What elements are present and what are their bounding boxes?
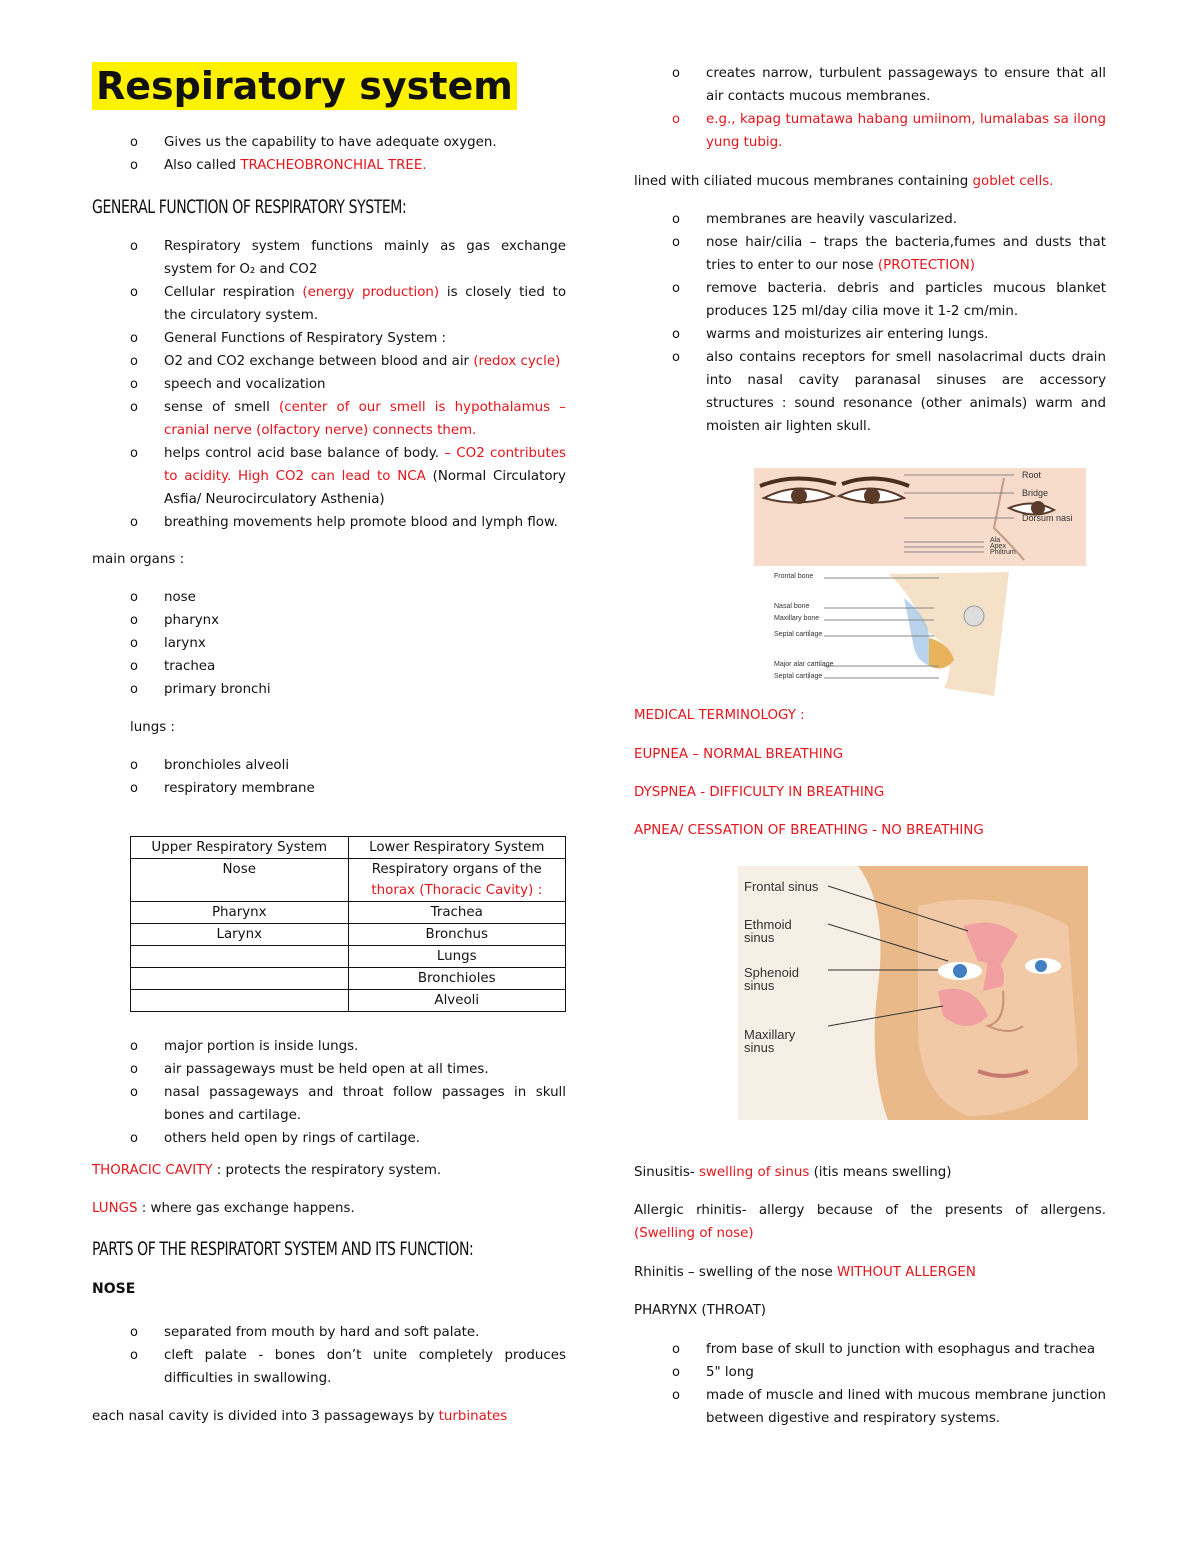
- list-item: o cleft palate - bones don’t unite completely produces difficulties in swallowing.: [92, 1344, 566, 1390]
- sinus-label-frontal: Frontal sinus: [744, 879, 819, 894]
- diagram-label: Philtrum: [990, 549, 1016, 556]
- list-item: o speech and vocalization: [92, 373, 566, 396]
- term-dyspnea: DYSPNEA - DIFFICULTY IN BREATHING: [634, 785, 885, 800]
- diagram-label: Dorsum nasi: [1022, 513, 1073, 523]
- general-function-list: [92, 235, 566, 534]
- diagram-label: Maxillary bone: [774, 615, 820, 622]
- sinus-label-maxillary: Maxillary sinus: [744, 1027, 796, 1055]
- main-organs-heading: main organs :: [92, 552, 185, 567]
- list-item: o membranes are heavily vascularized.: [634, 208, 1106, 231]
- nose-list: [92, 1321, 566, 1390]
- membranes-list: [634, 208, 1106, 438]
- medical-terminology-heading: MEDICAL TERMINOLOGY :: [634, 708, 805, 723]
- list-item: o nose: [92, 586, 566, 609]
- sinus-svg: [738, 866, 1088, 1120]
- list-item: o helps control acid base balance of body. – CO2 contributes to acidity. High CO2 can lead to NCA (Normal Circulatory Asfia/ Neurocirculatory Asthenia): [92, 442, 566, 511]
- sinus-diagram: [738, 866, 1088, 1120]
- passage-list: [92, 1035, 566, 1150]
- rhinitis-line: Rhinitis – swelling of the nose WITHOUT ALLERGEN: [634, 1265, 976, 1280]
- table-row: [131, 859, 566, 902]
- pharynx-list: [634, 1338, 1106, 1430]
- list-item: o nose hair/cilia – traps the bacteria,fumes and dusts that tries to enter to our nose (PROTECTION): [634, 231, 1106, 277]
- lungs-heading: lungs :: [130, 720, 175, 735]
- table-cell: Bronchioles: [348, 968, 566, 990]
- list-item: o primary bronchi: [92, 678, 566, 701]
- list-item: o from base of skull to junction with esophagus and trachea: [634, 1338, 1106, 1361]
- sinus-label-ethmoid: Ethmoid sinus: [744, 917, 792, 945]
- list-item: o remove bacteria. debris and particles mucous blanket produces 125 ml/day cilia move it 1-2 cm/min.: [634, 277, 1106, 323]
- parts-heading: PARTS OF THE RESPIRATORT SYSTEM AND ITS FUNCTION:: [92, 1238, 474, 1260]
- term-eupnea: EUPNEA – NORMAL BREATHING: [634, 747, 844, 762]
- nose-anatomy-diagram: [754, 468, 1086, 702]
- list-item: o Also called TRACHEOBRONCHIAL TREE.: [92, 154, 566, 177]
- diagram-label: Septal cartilage: [774, 673, 823, 680]
- sinusitis-line: Sinusitis- swelling of sinus (itis means swelling): [634, 1165, 952, 1180]
- table-cell: Trachea: [348, 902, 566, 924]
- sinus-label-sphenoid: Sphenoid sinus: [744, 965, 799, 993]
- diagram-label: Major alar cartilage: [774, 661, 834, 668]
- table-row: [131, 902, 566, 924]
- lungs-line: LUNGS : where gas exchange happens.: [92, 1201, 355, 1216]
- list-item: o warms and moisturizes air entering lungs.: [634, 323, 1106, 346]
- diagram-label: Frontal bone: [774, 573, 814, 580]
- allergic-rhinitis-line: Allergic rhinitis- allergy because of the presents of allergens. (Swelling of nose): [634, 1203, 1106, 1241]
- table-cell: Respiratory organs of the thorax (Thoracic Cavity) :: [348, 859, 566, 902]
- list-item: o O2 and CO2 exchange between blood and air (redox cycle): [92, 350, 566, 373]
- table-row: [131, 924, 566, 946]
- list-item: o major portion is inside lungs.: [92, 1035, 566, 1058]
- list-item: o sense of smell (center of our smell is hypothalamus – cranial nerve (olfactory nerve) connects them.: [92, 396, 566, 442]
- table-cell: Nose: [131, 859, 349, 902]
- diagram-label: Apex: [990, 543, 1006, 550]
- list-item: o also contains receptors for smell nasolacrimal ducts drain into nasal cavity paranasal sinuses are accessory structures : sound resonance (other animals) warm and moisten air lighten skull.: [634, 346, 1106, 438]
- general-function-heading: GENERAL FUNCTION OF RESPIRATORY SYSTEM:: [92, 196, 407, 218]
- table-header: Upper Respiratory System: [131, 837, 349, 859]
- list-item: o Cellular respiration (energy production) is closely tied to the circulatory system.: [92, 281, 566, 327]
- term-apnea: APNEA/ CESSATION OF BREATHING - NO BREATHING: [634, 823, 984, 838]
- list-item: o General Functions of Respiratory System :: [92, 327, 566, 350]
- respiratory-system-table: [130, 836, 566, 1012]
- table-cell: Lungs: [348, 946, 566, 968]
- diagram-label: Root: [1022, 470, 1042, 480]
- thoracic-cavity-line: THORACIC CAVITY : protects the respiratory system.: [92, 1163, 442, 1178]
- table-cell: [131, 990, 349, 1012]
- table-header: Lower Respiratory System: [348, 837, 566, 859]
- list-item: o pharynx: [92, 609, 566, 632]
- nasal-cavity-line: each nasal cavity is divided into 3 passageways by turbinates: [92, 1409, 508, 1424]
- diagram-label: Septal cartilage: [774, 631, 823, 638]
- page-title: Respiratory system: [92, 62, 517, 110]
- main-organs-list: [92, 586, 566, 701]
- list-item: o air passageways must be held open at all times.: [92, 1058, 566, 1081]
- list-item: o made of muscle and lined with mucous membrane junction between digestive and respiratory systems.: [634, 1384, 1106, 1430]
- list-item: o breathing movements help promote blood and lymph flow.: [92, 511, 566, 534]
- pharynx-heading: PHARYNX (THROAT): [634, 1303, 766, 1318]
- list-item: o respiratory membrane: [92, 777, 566, 800]
- list-item: o separated from mouth by hard and soft palate.: [92, 1321, 566, 1344]
- diagram-label: Ala: [990, 537, 1001, 544]
- list-item: o nasal passageways and throat follow passages in skull bones and cartilage.: [92, 1081, 566, 1127]
- ciliated-line: lined with ciliated mucous membranes containing goblet cells.: [634, 174, 1054, 189]
- list-item: o Respiratory system functions mainly as gas exchange system for O₂ and CO2: [92, 235, 566, 281]
- list-item: o trachea: [92, 655, 566, 678]
- turbinate-list: [634, 62, 1106, 154]
- table-row: [131, 990, 566, 1012]
- table-row: [131, 968, 566, 990]
- table-cell: [131, 968, 349, 990]
- list-item: o larynx: [92, 632, 566, 655]
- table-cell: Bronchus: [348, 924, 566, 946]
- diagram-label: Nasal bone: [774, 603, 810, 610]
- table-row: [131, 946, 566, 968]
- intro-list: [92, 131, 566, 177]
- table-cell: Pharynx: [131, 902, 349, 924]
- list-item: o e.g., kapag tumatawa habang umiinom, lumalabas sa ilong yung tubig.: [634, 108, 1106, 154]
- diagram-label: Bridge: [1022, 488, 1049, 498]
- list-item: o others held open by rings of cartilage.: [92, 1127, 566, 1150]
- list-item: o bronchioles alveoli: [92, 754, 566, 777]
- table-cell: Alveoli: [348, 990, 566, 1012]
- list-item: o creates narrow, turbulent passageways to ensure that all air contacts mucous membranes.: [634, 62, 1106, 108]
- list-item: o 5" long: [634, 1361, 1106, 1384]
- table-cell: Larynx: [131, 924, 349, 946]
- nose-heading: NOSE: [92, 1281, 136, 1297]
- lungs-list: [92, 754, 566, 800]
- list-item: o Gives us the capability to have adequate oxygen.: [92, 131, 566, 154]
- table-header-row: [131, 837, 566, 859]
- table-cell: [131, 946, 349, 968]
